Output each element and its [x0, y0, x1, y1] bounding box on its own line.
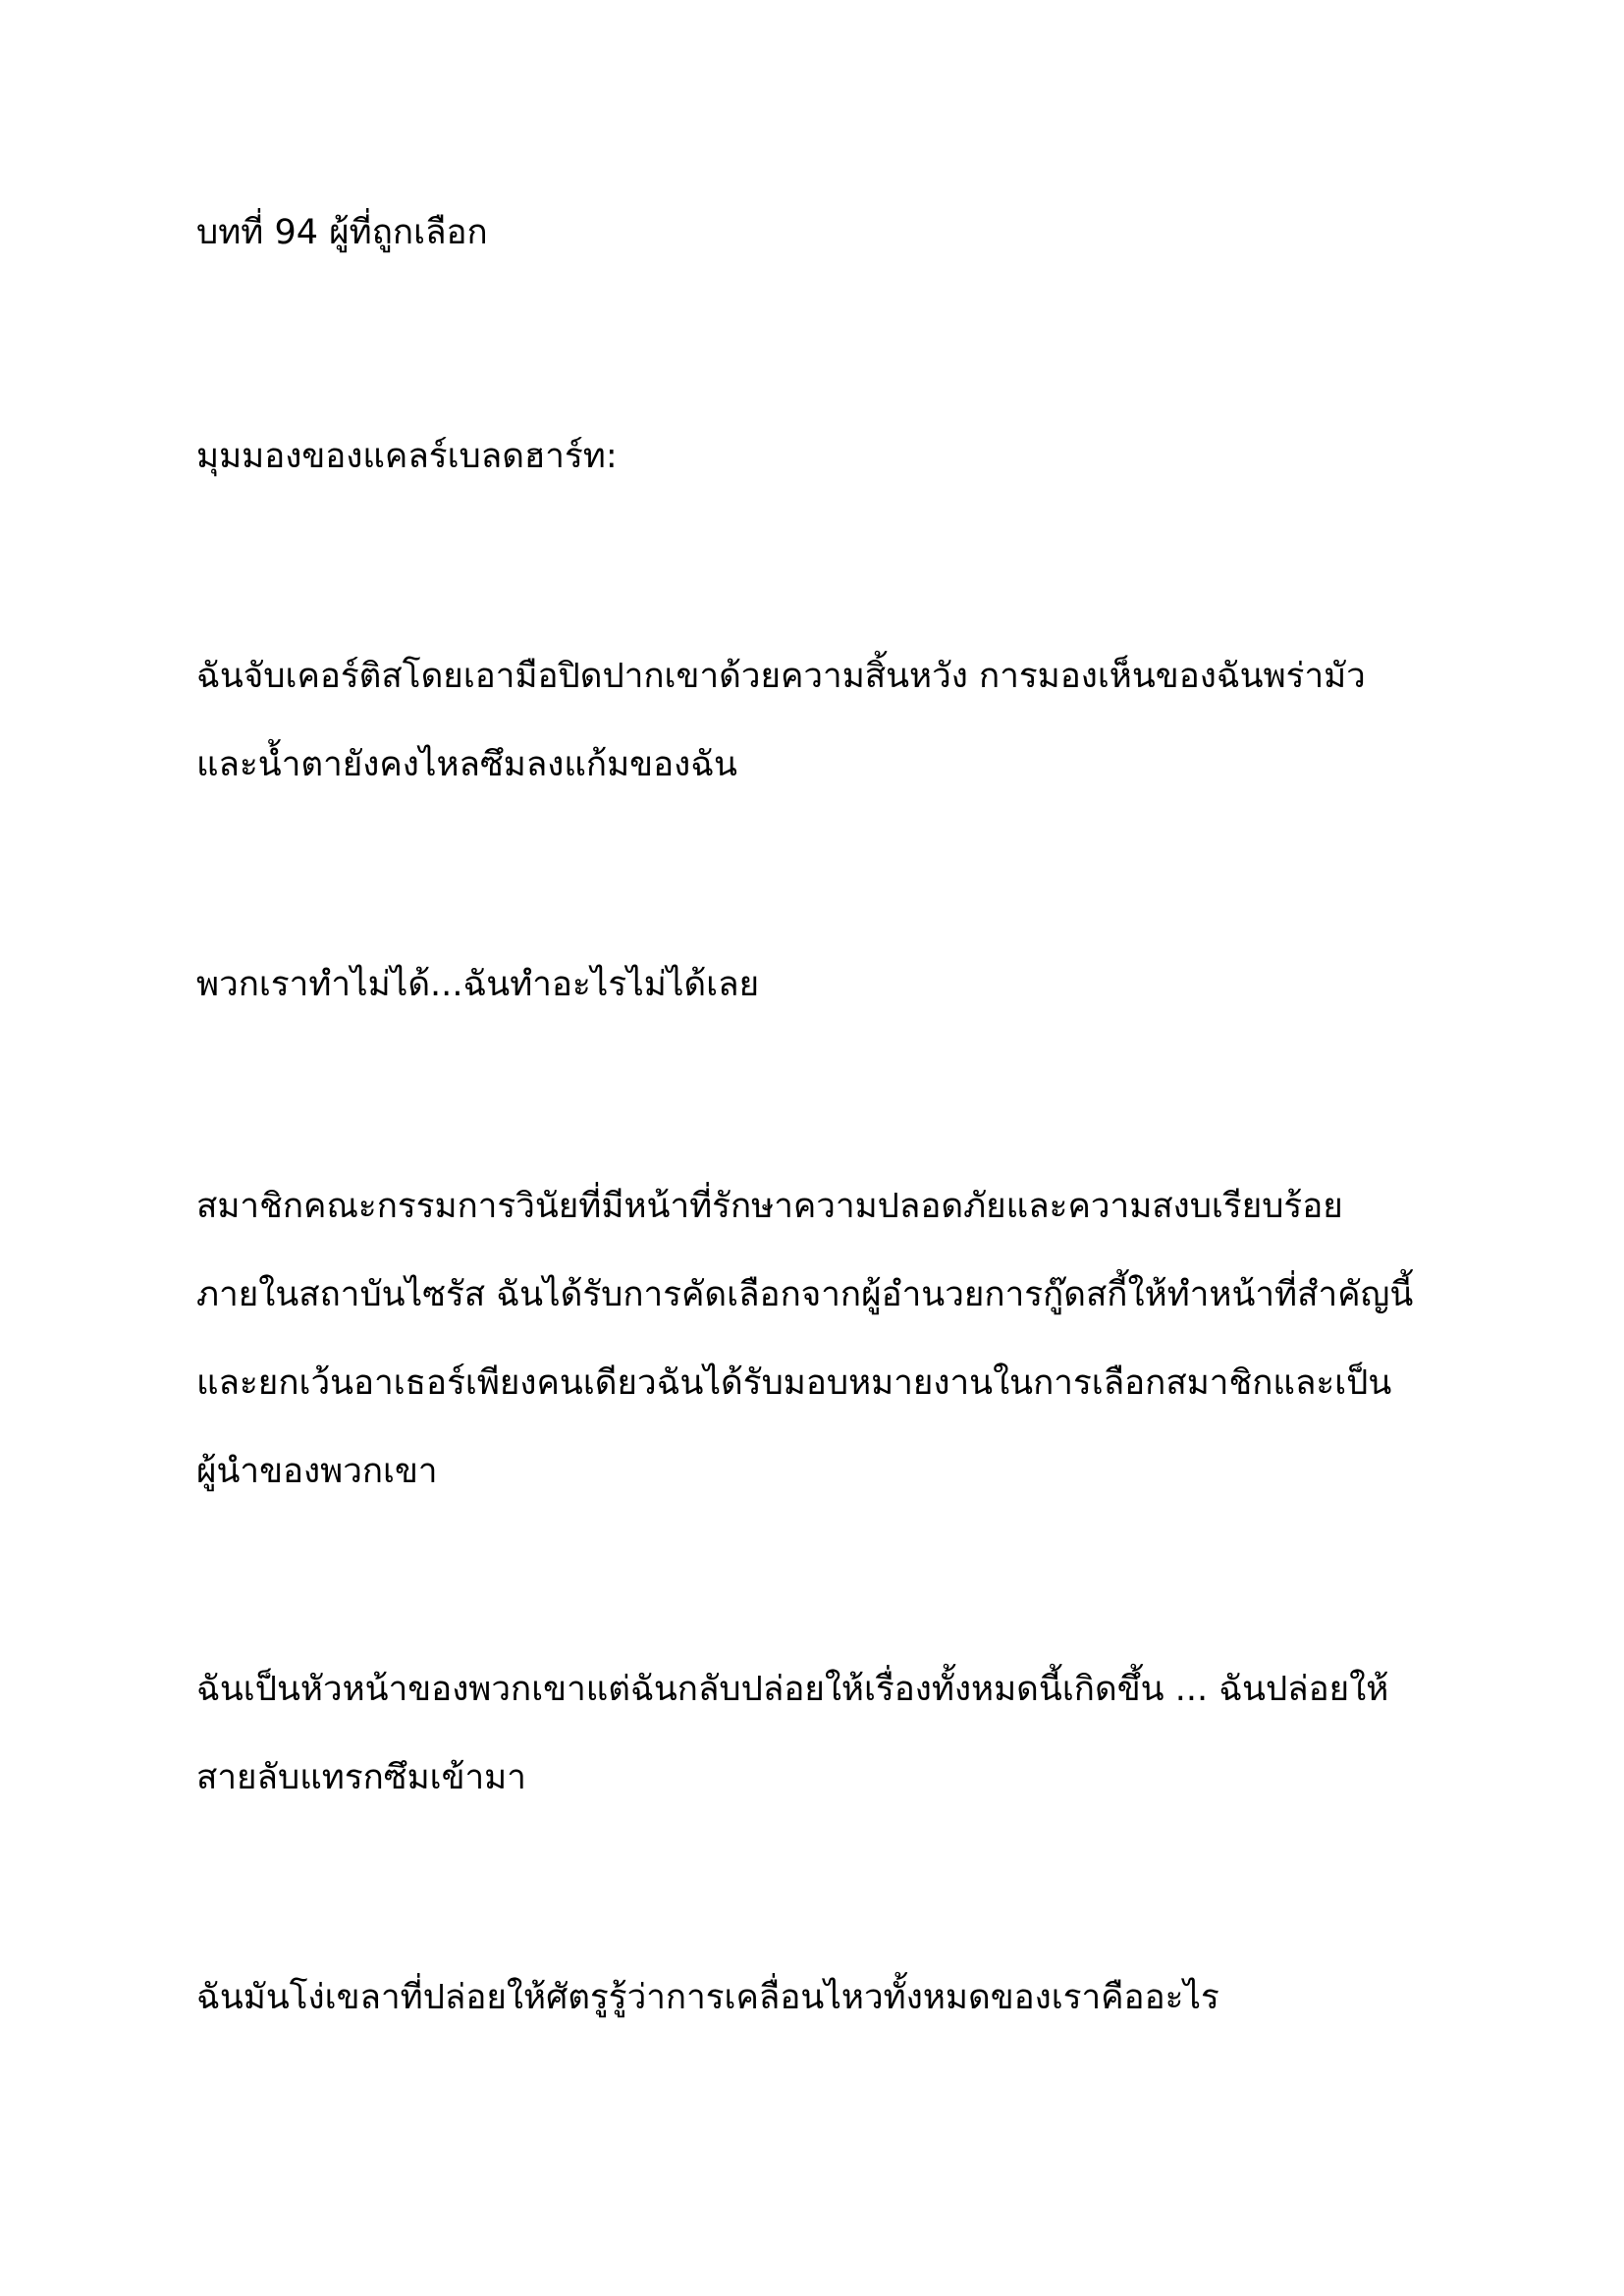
chapter-title-text: บทที่ 94 ผู้ที่ถูกเลือก [196, 213, 488, 252]
paragraph-line: สมาชิกคณะกรรมการวินัยที่มีหน้าที่รักษาความปลอดภัยและความสงบเรียบร้อย [196, 1187, 1343, 1226]
paragraph-2 [196, 940, 1463, 1029]
paragraph-4 [196, 1645, 1463, 1822]
paragraph-line: พวกเราทำไม่ได้...ฉันทำอะไรไม่ได้เลย [196, 965, 760, 1004]
paragraph-line: และน้ำตายังคงไหลซึมลงแก้มของฉัน [196, 745, 737, 784]
paragraph-line: ฉันมันโง่เขลาที่ปล่อยให้ศัตรูรู้ว่าการเคลื่อนไหวทั้งหมดของเราคืออะไร [196, 1978, 1219, 2017]
paragraph-3 [196, 1162, 1463, 1516]
paragraph-line: ผู้นำของพวกเขา [196, 1452, 438, 1491]
paragraph-line: ฉันจับเคอร์ติสโดยเอามือปิดปากเขาด้วยความสิ้นหวัง การมองเห็นของฉันพร่ามัว [196, 657, 1366, 696]
pov-label-text: มุมมองของแคลร์เบลดฮาร์ท: [196, 437, 618, 476]
paragraph-5 [196, 1953, 1463, 2042]
paragraph-line: ภายในสถาบันไซรัส ฉันได้รับการคัดเลือกจากผู้อำนวยการกู๊ดสกี้ให้ทำหน้าที่สำคัญนี้ [196, 1275, 1414, 1314]
chapter-title [196, 188, 1463, 277]
paragraph-1 [196, 632, 1463, 809]
paragraph-line: สายลับแทรกซึมเข้ามา [196, 1758, 526, 1797]
paragraph-line: ฉันเป็นหัวหน้าของพวกเขาแต่ฉันกลับปล่อยให้เรื่องทั้งหมดนี้เกิดขึ้น ... ฉันปล่อยให้ [196, 1670, 1389, 1709]
pov-label [196, 412, 1463, 501]
paragraph-line: และยกเว้นอาเธอร์เพียงคนเดียวฉันได้รับมอบหมายงานในการเลือกสมาชิกและเป็น [196, 1363, 1392, 1403]
